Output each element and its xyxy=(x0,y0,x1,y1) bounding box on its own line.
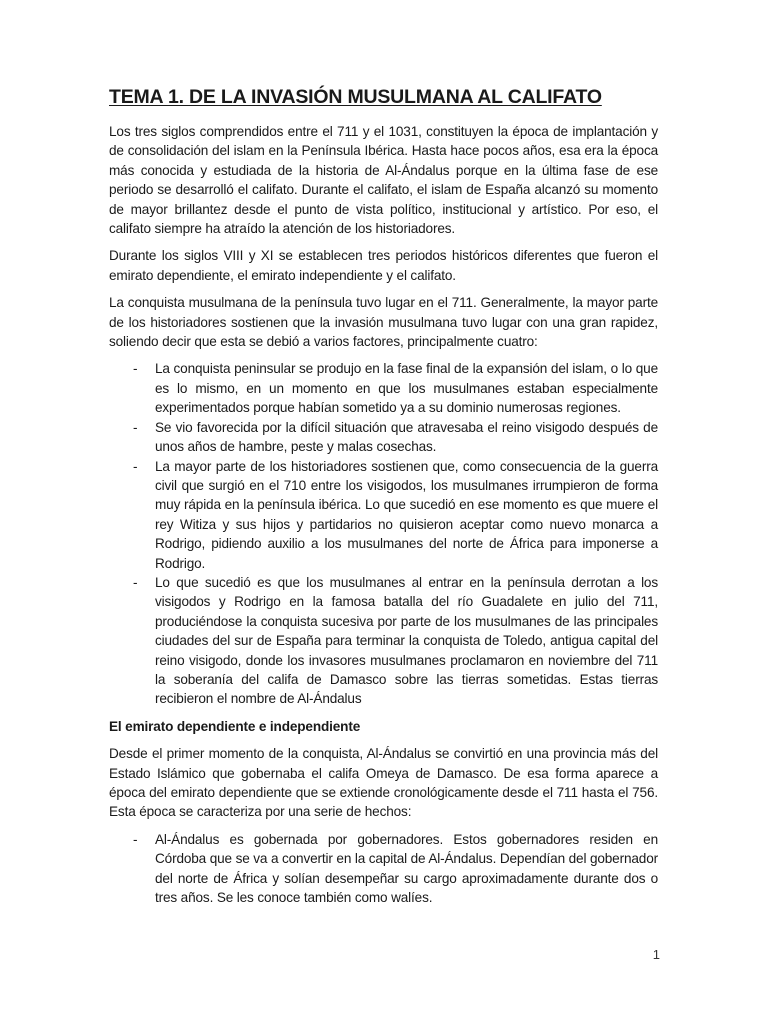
conquest-paragraph: La conquista musulmana de la península tuvo lugar en el 711. Generalmente, la mayor parte de los historiadores sostienen que la invasión musulmana tuvo lugar con una gran rapidez, soliendo decir que esta se debió a varios factores, principalmente cuatro: xyxy=(109,295,658,350)
list-item-text: Se vio favorecida por la difícil situación que atravesaba el reino visigodo después de unos años de hambre, peste y malas cosechas. xyxy=(155,419,658,455)
bullet-marker: - xyxy=(133,458,138,474)
list-item xyxy=(109,830,658,908)
list-item xyxy=(109,457,658,573)
list-item-text: La mayor parte de los historiadores sostienen que, como consecuencia de la guerra civil que surgió en el 710 entre los visigodos, los musulmanes irrumpieron de forma muy rápida en la península ibérica. Lo que sucedió en ese momento es que muere el rey Witiza y sus hijos y partidarios no quisieron aceptar como nuevo monarca a Rodrigo, pidiendo auxilio a los musulmanes del norte de África para imponerse a Rodrigo. xyxy=(155,458,658,571)
factors-list xyxy=(109,359,658,708)
periods-paragraph: Durante los siglos VIII y XI se establecen tres periodos históricos diferentes que fueron el emirato dependiente, el emirato independiente y el califato. xyxy=(109,248,658,283)
list-item xyxy=(109,418,658,457)
bullet-marker: - xyxy=(133,419,138,435)
bullet-marker: - xyxy=(133,361,138,377)
list-item-text: Al-Ándalus es gobernada por gobernadores. Estos gobernadores residen en Córdoba que se va a convertir en la capital de Al-Ándalus. Dependían del gobernador del norte de África y solían desempeñar su cargo aproximadamente durante dos o tres años. Se les conoce también como walíes. xyxy=(155,831,658,906)
document-title: TEMA 1. DE LA INVASIÓN MUSULMANA AL CALIFATO xyxy=(109,86,602,108)
list-item-text: Lo que sucedió es que los musulmanes al entrar en la península derrotan a los visigodos y Rodrigo en la famosa batalla del río Guadalete en julio del 711, produciéndose la conquista sucesiva por parte de los musulmanes de las principales ciudades del sur de España para terminar la conquista de Toledo, antigua capital del reino visigodo, donde los invasores musulmanes proclamaron en noviembre del 711 la soberanía del califa de Damasco sobre las tierras sometidas. Estas tierras recibieron el nombre de Al-Ándalus xyxy=(155,574,658,707)
bullet-marker: - xyxy=(133,831,138,847)
facts-list xyxy=(109,830,658,908)
page-number: 1 xyxy=(652,947,660,962)
section-heading: El emirato dependiente e independiente xyxy=(109,718,361,734)
bullet-marker: - xyxy=(133,574,138,590)
list-item xyxy=(109,573,658,709)
intro-paragraph: Los tres siglos comprendidos entre el 711 y el 1031, constituyen la época de implantación y de consolidación del islam en la Península Ibérica. Hasta hace pocos años, esa era la época más conocida y estudiada de la historia de Al-Ándalus porque en la última fase de ese periodo se desarrolló el califato. Durante el califato, el islam de España alcanzó su momento de mayor brillantez desde el punto de vista político, institucional y artístico. Por eso, el califato siempre ha atraído la atención de los historiadores. xyxy=(109,124,658,237)
list-item xyxy=(109,359,658,417)
section-paragraph: Desde el primer momento de la conquista, Al-Ándalus se convirtió en una provincia más del Estado Islámico que gobernaba el califa Omeya de Damasco. De esa forma aparece a época del emirato dependiente que se extiende cronológicamente desde el 711 hasta el 756. Esta época se caracteriza por una serie de hechos: xyxy=(109,746,658,820)
list-item-text: La conquista peninsular se produjo en la fase final de la expansión del islam, o lo que es lo mismo, en un momento en que los musulmanes estaban especialmente experimentados porque habían sometido ya a su dominio numerosas regiones. xyxy=(155,361,658,416)
document-body xyxy=(109,86,658,915)
